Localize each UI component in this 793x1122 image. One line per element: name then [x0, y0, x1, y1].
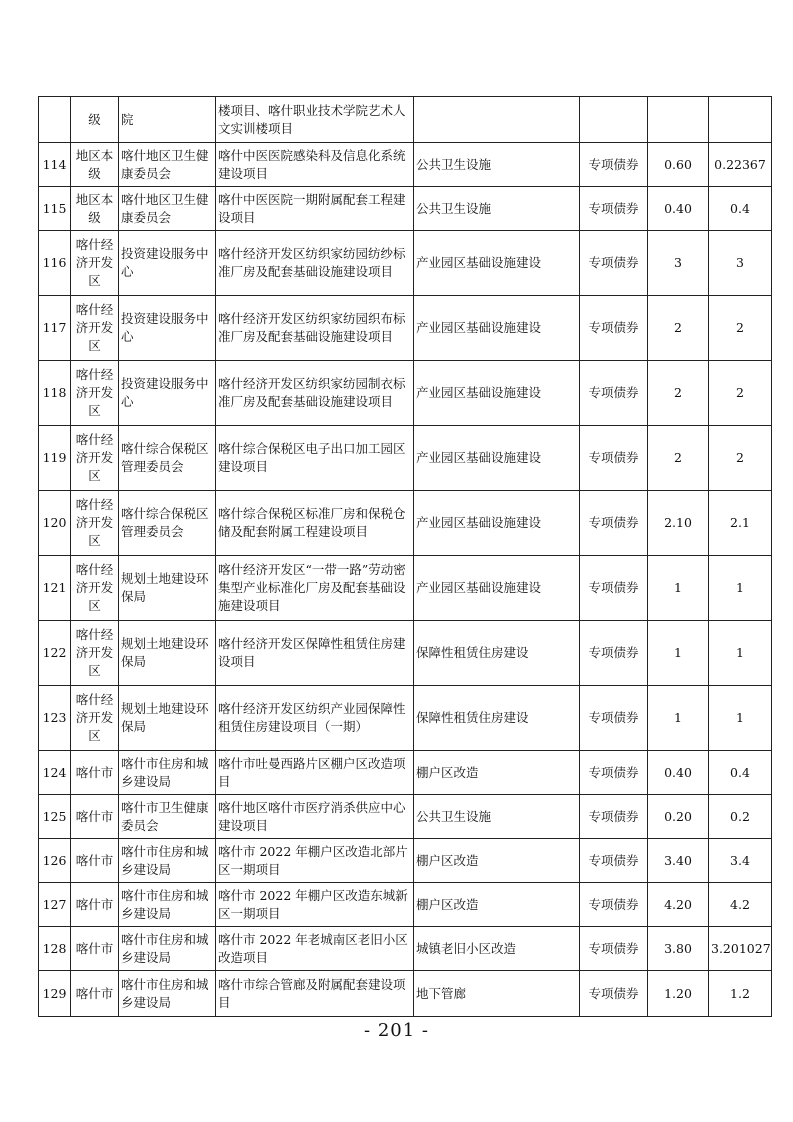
table-row — [39, 883, 772, 927]
bond-type-cell: 专项债券 — [580, 426, 648, 491]
bond-type-cell: 专项债券 — [580, 839, 648, 883]
row-number: 128 — [39, 927, 71, 971]
unit-cell: 投资建设服务中心 — [119, 231, 216, 296]
unit-cell: 喀什市卫生健康委员会 — [119, 795, 216, 839]
bond-type-cell: 专项债券 — [580, 686, 648, 751]
bond-type-cell: 专项债券 — [580, 556, 648, 621]
amount2-cell: 3.4 — [709, 839, 772, 883]
project-name-cell: 喀什中医医院一期附属配套工程建设项目 — [216, 187, 414, 231]
row-number — [39, 97, 71, 143]
project-name-cell: 喀什市综合管廊及附属配套建设项目 — [216, 971, 414, 1017]
region-cell: 喀什市 — [71, 839, 119, 883]
row-number: 119 — [39, 426, 71, 491]
table-row — [39, 839, 772, 883]
project-name-cell: 喀什市 2022 年棚户区改造北部片区一期项目 — [216, 839, 414, 883]
amount2-cell: 2 — [709, 361, 772, 426]
table-row — [39, 795, 772, 839]
project-name-cell: 喀什地区喀什市医疗消杀供应中心建设项目 — [216, 795, 414, 839]
region-cell: 喀什市 — [71, 883, 119, 927]
unit-cell: 喀什市住房和城乡建设局 — [119, 839, 216, 883]
amount-cell: 1 — [648, 556, 709, 621]
region-cell: 喀什经济开发区 — [71, 686, 119, 751]
region-cell: 地区本级 — [71, 187, 119, 231]
project-name-cell: 喀什中医医院感染科及信息化系统建设项目 — [216, 143, 414, 187]
region-cell: 喀什市 — [71, 927, 119, 971]
category-cell: 产业园区基础设施建设 — [414, 491, 580, 556]
amount2-cell: 1.2 — [709, 971, 772, 1017]
amount2-cell: 3 — [709, 231, 772, 296]
region-cell: 喀什经济开发区 — [71, 231, 119, 296]
region-cell: 喀什市 — [71, 751, 119, 795]
bond-type-cell: 专项债券 — [580, 187, 648, 231]
row-number: 114 — [39, 143, 71, 187]
region-cell: 喀什经济开发区 — [71, 491, 119, 556]
amount2-cell — [709, 97, 772, 143]
unit-cell: 投资建设服务中心 — [119, 296, 216, 361]
table-row — [39, 143, 772, 187]
amount2-cell: 0.2 — [709, 795, 772, 839]
amount2-cell: 1 — [709, 621, 772, 686]
amount-cell: 2 — [648, 426, 709, 491]
region-cell: 喀什经济开发区 — [71, 361, 119, 426]
row-number: 123 — [39, 686, 71, 751]
category-cell: 产业园区基础设施建设 — [414, 231, 580, 296]
amount-cell: 3 — [648, 231, 709, 296]
table-row — [39, 187, 772, 231]
row-number: 129 — [39, 971, 71, 1017]
amount-cell: 0.60 — [648, 143, 709, 187]
project-name-cell: 喀什市吐曼西路片区棚户区改造项目 — [216, 751, 414, 795]
row-number: 122 — [39, 621, 71, 686]
table-row — [39, 621, 772, 686]
bond-type-cell: 专项债券 — [580, 883, 648, 927]
unit-cell: 喀什市住房和城乡建设局 — [119, 883, 216, 927]
bond-type-cell: 专项债券 — [580, 927, 648, 971]
region-cell: 喀什经济开发区 — [71, 296, 119, 361]
region-cell: 喀什经济开发区 — [71, 556, 119, 621]
category-cell: 公共卫生设施 — [414, 795, 580, 839]
category-cell: 公共卫生设施 — [414, 187, 580, 231]
row-number: 127 — [39, 883, 71, 927]
bond-type-cell — [580, 97, 648, 143]
unit-cell: 喀什市住房和城乡建设局 — [119, 751, 216, 795]
amount-cell — [648, 97, 709, 143]
row-number: 120 — [39, 491, 71, 556]
unit-cell: 规划土地建设环保局 — [119, 686, 216, 751]
category-cell: 地下管廊 — [414, 971, 580, 1017]
amount2-cell: 0.4 — [709, 187, 772, 231]
bond-type-cell: 专项债券 — [580, 143, 648, 187]
amount-cell: 0.40 — [648, 751, 709, 795]
project-name-cell: 喀什经济开发区纺织家纺园织布标准厂房及配套基础设施建设项目 — [216, 296, 414, 361]
amount-cell: 2 — [648, 361, 709, 426]
unit-cell: 喀什综合保税区管理委员会 — [119, 426, 216, 491]
table-row — [39, 491, 772, 556]
bond-type-cell: 专项债券 — [580, 795, 648, 839]
bond-type-cell: 专项债券 — [580, 621, 648, 686]
row-number: 125 — [39, 795, 71, 839]
table-row — [39, 231, 772, 296]
region-cell: 地区本级 — [71, 143, 119, 187]
project-name-cell: 喀什经济开发区纺织产业园保障性租赁住房建设项目（一期） — [216, 686, 414, 751]
row-number: 118 — [39, 361, 71, 426]
region-cell: 喀什市 — [71, 971, 119, 1017]
unit-cell: 规划土地建设环保局 — [119, 556, 216, 621]
amount2-cell: 2.1 — [709, 491, 772, 556]
table-row — [39, 296, 772, 361]
table-row — [39, 686, 772, 751]
row-number: 126 — [39, 839, 71, 883]
amount-cell: 0.20 — [648, 795, 709, 839]
amount2-cell: 0.4 — [709, 751, 772, 795]
amount-cell: 1 — [648, 621, 709, 686]
amount-cell: 0.40 — [648, 187, 709, 231]
amount-cell: 1.20 — [648, 971, 709, 1017]
category-cell: 棚户区改造 — [414, 751, 580, 795]
bond-type-cell: 专项债券 — [580, 971, 648, 1017]
region-cell: 喀什经济开发区 — [71, 621, 119, 686]
row-number: 115 — [39, 187, 71, 231]
project-table-body — [39, 97, 772, 1017]
bond-type-cell: 专项债券 — [580, 296, 648, 361]
amount-cell: 3.40 — [648, 839, 709, 883]
unit-cell: 投资建设服务中心 — [119, 361, 216, 426]
project-name-cell: 喀什经济开发区纺织家纺园制衣标准厂房及配套基础设施建设项目 — [216, 361, 414, 426]
amount-cell: 1 — [648, 686, 709, 751]
project-name-cell: 喀什综合保税区标准厂房和保税仓储及配套附属工程建设项目 — [216, 491, 414, 556]
amount2-cell: 2 — [709, 296, 772, 361]
table-row — [39, 97, 772, 143]
category-cell: 保障性租赁住房建设 — [414, 686, 580, 751]
row-number: 117 — [39, 296, 71, 361]
row-number: 124 — [39, 751, 71, 795]
table-row — [39, 556, 772, 621]
category-cell: 保障性租赁住房建设 — [414, 621, 580, 686]
bond-type-cell: 专项债券 — [580, 491, 648, 556]
unit-cell: 院 — [119, 97, 216, 143]
region-cell: 喀什市 — [71, 795, 119, 839]
unit-cell: 喀什综合保税区管理委员会 — [119, 491, 216, 556]
table-row — [39, 361, 772, 426]
category-cell: 产业园区基础设施建设 — [414, 296, 580, 361]
project-name-cell: 喀什经济开发区纺织家纺园纺纱标准厂房及配套基础设施建设项目 — [216, 231, 414, 296]
table-row — [39, 971, 772, 1017]
category-cell: 棚户区改造 — [414, 839, 580, 883]
category-cell — [414, 97, 580, 143]
project-table — [38, 96, 772, 1017]
category-cell: 城镇老旧小区改造 — [414, 927, 580, 971]
row-number: 116 — [39, 231, 71, 296]
unit-cell: 喀什地区卫生健康委员会 — [119, 143, 216, 187]
table-row — [39, 751, 772, 795]
amount-cell: 2.10 — [648, 491, 709, 556]
amount2-cell: 2 — [709, 426, 772, 491]
unit-cell: 喀什市住房和城乡建设局 — [119, 971, 216, 1017]
project-name-cell: 喀什市 2022 年老城南区老旧小区改造项目 — [216, 927, 414, 971]
project-name-cell: 喀什市 2022 年棚户区改造东城新区一期项目 — [216, 883, 414, 927]
page-number: - 201 - — [364, 1020, 429, 1041]
category-cell: 产业园区基础设施建设 — [414, 556, 580, 621]
unit-cell: 规划土地建设环保局 — [119, 621, 216, 686]
bond-type-cell: 专项债券 — [580, 361, 648, 426]
table-row — [39, 426, 772, 491]
amount-cell: 4.20 — [648, 883, 709, 927]
amount-cell: 2 — [648, 296, 709, 361]
region-cell: 级 — [71, 97, 119, 143]
unit-cell: 喀什地区卫生健康委员会 — [119, 187, 216, 231]
category-cell: 公共卫生设施 — [414, 143, 580, 187]
category-cell: 棚户区改造 — [414, 883, 580, 927]
project-name-cell: 楼项目、喀什职业技术学院艺术人文实训楼项目 — [216, 97, 414, 143]
table-row — [39, 927, 772, 971]
amount2-cell: 1 — [709, 556, 772, 621]
bond-type-cell: 专项债券 — [580, 231, 648, 296]
unit-cell: 喀什市住房和城乡建设局 — [119, 927, 216, 971]
amount-cell: 3.80 — [648, 927, 709, 971]
amount2-cell: 0.22367 — [709, 143, 772, 187]
amount2-cell: 3.201027 — [709, 927, 772, 971]
amount2-cell: 4.2 — [709, 883, 772, 927]
project-name-cell: 喀什经济开发区“一带一路”劳动密集型产业标准化厂房及配套基础设施建设项目 — [216, 556, 414, 621]
project-name-cell: 喀什经济开发区保障性租赁住房建设项目 — [216, 621, 414, 686]
category-cell: 产业园区基础设施建设 — [414, 426, 580, 491]
project-name-cell: 喀什综合保税区电子出口加工园区建设项目 — [216, 426, 414, 491]
region-cell: 喀什经济开发区 — [71, 426, 119, 491]
row-number: 121 — [39, 556, 71, 621]
amount2-cell: 1 — [709, 686, 772, 751]
category-cell: 产业园区基础设施建设 — [414, 361, 580, 426]
bond-type-cell: 专项债券 — [580, 751, 648, 795]
